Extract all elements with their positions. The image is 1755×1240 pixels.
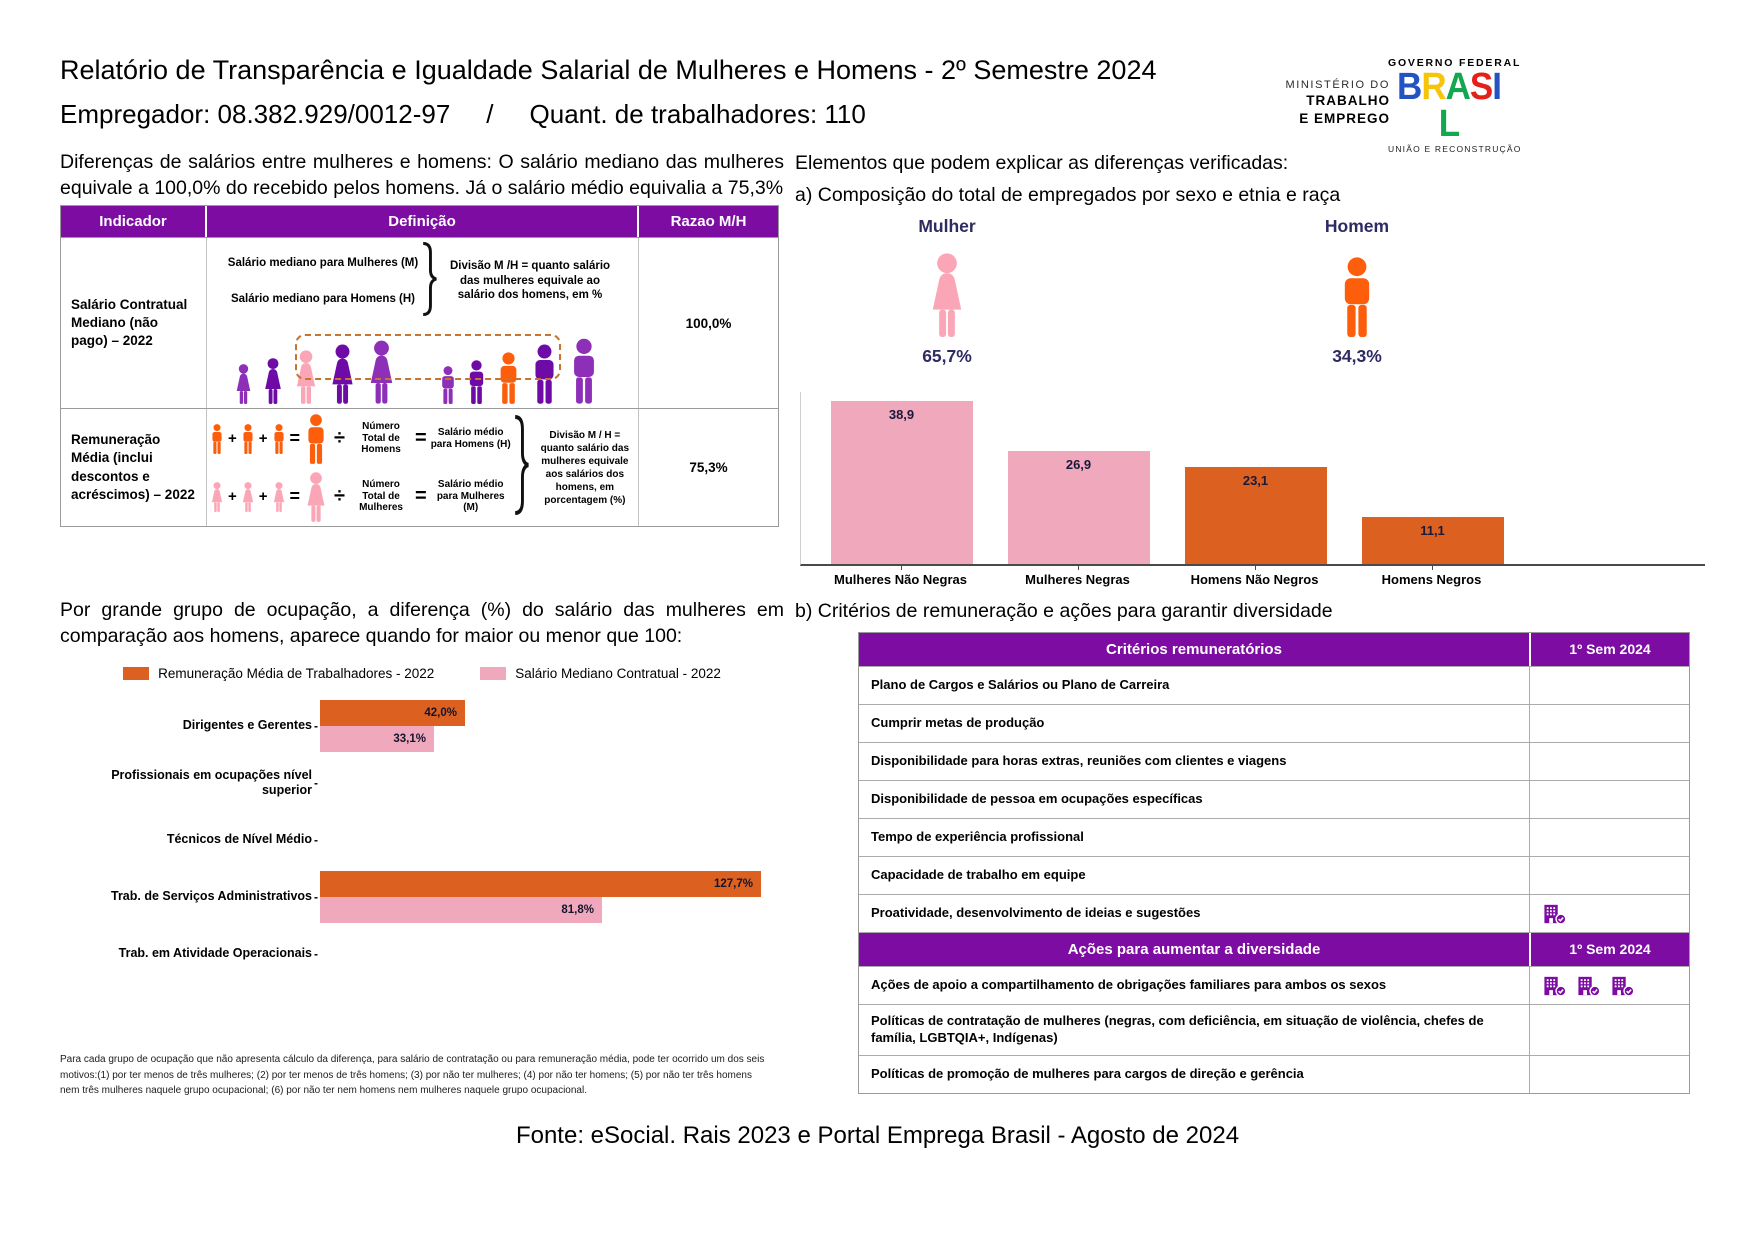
legend-item (123, 666, 434, 681)
homem-percent: 34,3% (1332, 346, 1382, 366)
person-female-icon (271, 482, 287, 512)
criteria-label: Disponibilidade para horas extras, reuniões com clientes e viagens (871, 753, 1287, 769)
gov-top-label: GOVERNO FEDERAL (1388, 57, 1522, 69)
occupation-row (60, 697, 784, 754)
table-row (859, 742, 1689, 780)
criteria-label: Ações de apoio a compartilhamento de obrigações familiares para ambos os sexos (871, 977, 1387, 993)
occupation-label: Trab. em Atividade Operacionais (118, 946, 312, 961)
criteria-label: Disponibilidade de pessoa em ocupações específicas (871, 791, 1203, 807)
brasil-letter: B (1397, 65, 1422, 108)
curly-brace-icon (421, 242, 437, 316)
curly-brace (421, 242, 437, 321)
bar (320, 783, 784, 809)
table-row (859, 780, 1689, 818)
legend-label: Salário Mediano Contratual - 2022 (515, 666, 721, 681)
person-female-icon (261, 358, 285, 404)
category-label: Mulheres Não Negras (812, 566, 989, 587)
curly-brace-icon (513, 415, 529, 515)
ratio-value-mediano: 100,0% (685, 315, 732, 331)
criteria-header-row (859, 633, 1689, 666)
bar-group (813, 401, 990, 564)
tick-mark: - (314, 775, 318, 790)
occupation-label: Dirigentes e Gerentes (182, 718, 312, 733)
mulher-summary (852, 216, 1042, 367)
ministry-logo (1245, 78, 1390, 127)
occupation-bar-chart (60, 697, 784, 982)
occupation-row (60, 925, 784, 982)
bar-value-label: 127,7% (713, 877, 753, 890)
bar (320, 928, 784, 954)
tick-mark: - (314, 889, 318, 904)
criteria-value-cell (1529, 1056, 1689, 1093)
table-row (859, 818, 1689, 856)
brasil-letter: S (1469, 65, 1493, 108)
criteria-value-cell (1529, 857, 1689, 894)
criteria-label: Tempo de experiência profissional (871, 829, 1084, 845)
homem-summary (1262, 216, 1452, 367)
equals-sign: = (415, 485, 426, 507)
bar-value-label: 11,1 (1420, 523, 1445, 538)
bar (1362, 517, 1504, 564)
brasil-letter: I (1492, 65, 1501, 108)
bar (320, 871, 761, 897)
occupation-row (60, 868, 784, 925)
actions-header: Ações para aumentar a diversidade (859, 933, 1529, 966)
person-male-icon (271, 424, 287, 454)
governo-federal-logo (1388, 57, 1522, 154)
person-male-icon (567, 338, 601, 404)
population-pictogram (209, 320, 636, 404)
plus-sign: + (258, 430, 268, 447)
salary-difference-intro: Diferenças de salários entre mulheres e homens: O salário mediano das mulheres equivale a 100,0% do recebido pelos homens. Já o salário médio equivalia a 75,3% (60, 151, 784, 199)
composition-categories (800, 566, 1705, 587)
table-row (859, 704, 1689, 742)
source-footer: Fonte: eSocial. Rais 2023 e Portal Emprega Brasil - Agosto de 2024 (515, 1122, 1240, 1149)
table-row (859, 1055, 1689, 1093)
ministry-line3: E EMPREGO (1299, 110, 1390, 126)
table-row (859, 894, 1689, 932)
curly-brace (513, 415, 529, 520)
category-label: Mulheres Negras (989, 566, 1166, 587)
workers-count: Quant. de trabalhadores: 110 (529, 99, 866, 129)
table-row-mediano (61, 237, 778, 408)
ministry-line2: TRABALHO (1306, 93, 1390, 109)
criteria-value-cell (1529, 895, 1689, 932)
brasil-letter: L (1438, 102, 1460, 145)
criteria-value-cell (1529, 705, 1689, 742)
person-female-icon (303, 472, 329, 522)
brasil-letter: R (1421, 65, 1446, 108)
average-salary-label: Salário médio para Mulheres (M) (436, 479, 505, 514)
criteria-label: Plano de Cargos e Salários ou Plano de Carreira (871, 677, 1170, 693)
plus-sign: + (258, 488, 268, 505)
criteria-label: Cumprir metas de produção (871, 715, 1045, 731)
occupation-label: Técnicos de Nível Médio (166, 832, 312, 847)
person-male-icon (303, 414, 329, 464)
col-header-indicador: Indicador (61, 206, 207, 237)
bar (320, 840, 784, 866)
average-formula-lines (209, 414, 513, 522)
tick-mark: - (314, 832, 318, 847)
criteria-table (858, 632, 1690, 1094)
indicator-name: Salário Contratual Mediano (não pago) – 2022 (61, 238, 207, 408)
plus-sign: + (228, 488, 237, 505)
col-header-razao: Razao M/H (639, 206, 778, 237)
criteria-label: Capacidade de trabalho em equipe (871, 867, 1086, 883)
legend-swatch (123, 667, 149, 680)
mulher-percent: 65,7% (922, 346, 972, 366)
ministry-line1: MINISTÉRIO DO (1285, 79, 1390, 91)
bar (320, 757, 784, 783)
action-rows (859, 966, 1689, 1093)
bar (320, 726, 434, 752)
criteria-value-cell (1529, 1005, 1689, 1055)
average-salary-label: Salário médio para Homens (H) (430, 427, 511, 450)
person-female-icon (209, 482, 225, 512)
median-definition-diagram (209, 242, 636, 320)
category-label: Homens Negros (1343, 566, 1520, 587)
median-formula-text: Divisão M /H = quanto salário das mulheres equivale ao salário dos homens, em % (449, 259, 611, 302)
occupation-intro: Por grande grupo de ocupação, a diferença (%) do salário das mulheres em comparação aos homens, aparece quando for maior ou menor que 100: (60, 599, 784, 647)
company-check-icon (1576, 975, 1601, 997)
person-female-icon (925, 253, 969, 337)
bar (831, 401, 973, 564)
bar-value-label: 81,8% (561, 903, 594, 916)
col-header-definicao: Definição (207, 206, 639, 237)
occupation-label: Profissionais em ocupações nível superior (111, 768, 312, 797)
indicator-table-header (61, 206, 778, 237)
criteria-label: Proatividade, desenvolvimento de ideias e sugestões (871, 905, 1201, 921)
divide-sign: ÷ (334, 485, 346, 507)
occupation-bars (320, 871, 784, 923)
legend-label: Remuneração Média de Trabalhadores - 2022 (158, 666, 435, 681)
person-female-icon (240, 482, 256, 512)
average-formula-text: Divisão M / H = quanto salário das mulheres equivale aos salários dos homens, em porcentagem (%) (540, 429, 630, 506)
composition-bars (800, 392, 1705, 566)
criteria-value-cell (1529, 743, 1689, 780)
criteria-label: Políticas de promoção de mulheres para cargos de direção e gerência (871, 1065, 1304, 1081)
brasil-logo (1388, 65, 1510, 145)
definition-cell (207, 409, 639, 526)
table-row (859, 856, 1689, 894)
chart-legend (60, 666, 784, 681)
company-check-icon (1542, 975, 1567, 997)
equals-sign: = (289, 486, 301, 506)
indicator-table (60, 205, 779, 527)
bar (320, 897, 602, 923)
table-row (859, 1004, 1689, 1055)
bar-value-label: 23,1 (1242, 473, 1269, 488)
occupation-label: Trab. de Serviços Administrativos (111, 889, 312, 904)
equals-sign: = (415, 427, 426, 449)
criteria-value-cell (1529, 781, 1689, 818)
legend-item (480, 666, 721, 681)
ratio-value-media: 75,3% (689, 460, 728, 475)
bar-group (1167, 467, 1344, 564)
category-label: Homens Não Negros (1166, 566, 1343, 587)
actions-header-row (859, 932, 1689, 966)
person-female-icon (233, 364, 254, 404)
person-male-icon (240, 424, 256, 454)
composition-bar-chart (800, 392, 1705, 587)
footnote: Para cada grupo de ocupação que não apresenta cálculo da diferença, para salário de contratação ou para remuneração média, pode ter ocorrido um dos seis motivos:(1) por ter menos de três mulheres; (2) por ter menos de três homens; (3) por não ter mulheres; (4) por não ter homens; (5) por não ter três homens nem três mulheres naquele grupo ocupacional; (6) por não ter nem homens nem mulheres naquele grupo ocupacional. (60, 1054, 765, 1096)
median-texts (225, 257, 421, 305)
bar (1185, 467, 1327, 564)
separator: / (486, 99, 494, 129)
gov-bottom-label: UNIÃO E RECONSTRUÇÃO (1388, 143, 1522, 154)
bar (1008, 451, 1150, 564)
median-men-label: Salário mediano para Homens (H) (230, 293, 416, 305)
table-row (859, 666, 1689, 704)
bar-value-label: 26,9 (1065, 457, 1092, 472)
homem-label: Homem (1324, 216, 1390, 236)
occupation-bars (320, 814, 784, 866)
occupation-bars (320, 757, 784, 809)
total-count-label: Número Total de Homens (361, 421, 401, 456)
period-header: 1º Sem 2024 (1529, 933, 1689, 966)
employer-id: Empregador: 08.382.929/0012-97 (60, 99, 451, 129)
occupation-row (60, 754, 784, 811)
bar (320, 814, 784, 840)
plus-sign: + (228, 430, 237, 447)
employer-line (60, 99, 866, 130)
criteria-value-cell (1529, 967, 1689, 1004)
company-check-icon (1542, 903, 1567, 925)
occupation-bars (320, 700, 784, 752)
occupation-row (60, 811, 784, 868)
table-row-media (61, 408, 778, 526)
woman-icon (852, 249, 1042, 337)
average-formula-line (209, 414, 513, 464)
tick-mark: - (314, 946, 318, 961)
divide-sign: ÷ (334, 427, 346, 449)
company-check-icon (1610, 975, 1635, 997)
equals-sign: = (289, 428, 301, 448)
tick-mark: - (314, 718, 318, 733)
criteria-value-cell (1529, 667, 1689, 704)
section-a-heading: a) Composição do total de empregados por sexo e etnia e raça (795, 184, 1341, 206)
bar-group (990, 451, 1167, 564)
bar-value-label: 38,9 (888, 407, 915, 422)
table-row (859, 966, 1689, 1004)
page-title: Relatório de Transparência e Igualdade Salarial de Mulheres e Homens - 2º Semestre 2024 (60, 55, 1157, 85)
man-icon (1262, 249, 1452, 337)
bar-value-label: 33,1% (393, 732, 426, 745)
person-male-icon (209, 424, 225, 454)
median-women-label: Salário mediano para Mulheres (M) (227, 257, 419, 269)
criteria-header: Critérios remuneratórios (859, 633, 1529, 666)
bar (320, 700, 465, 726)
average-formula-line (209, 472, 513, 522)
definition-cell (207, 238, 639, 408)
criteria-label: Políticas de contratação de mulheres (negras, com deficiência, em situação de violência, chefes de família, LGBTQIA+, Indígenas) (871, 1013, 1484, 1045)
bar (320, 954, 784, 980)
total-count-label: Número Total de Mulheres (359, 479, 403, 514)
occupation-bars (320, 928, 784, 980)
criteria-value-cell (1529, 819, 1689, 856)
criteria-rows (859, 666, 1689, 932)
brasil-letter: A (1445, 65, 1470, 108)
median-highlight-box (295, 334, 561, 380)
period-header: 1º Sem 2024 (1529, 633, 1689, 666)
elements-heading: Elementos que podem explicar as diferenças verificadas: (795, 152, 1289, 174)
mulher-label: Mulher (918, 216, 976, 236)
bar-group (1344, 517, 1521, 564)
indicator-name: Remuneração Média (inclui descontos e acréscimos) – 2022 (61, 409, 207, 526)
section-b-heading: b) Critérios de remuneração e ações para garantir diversidade (795, 600, 1333, 622)
bar-value-label: 42,0% (424, 706, 457, 719)
person-male-icon (1336, 257, 1378, 337)
legend-swatch (480, 667, 506, 680)
